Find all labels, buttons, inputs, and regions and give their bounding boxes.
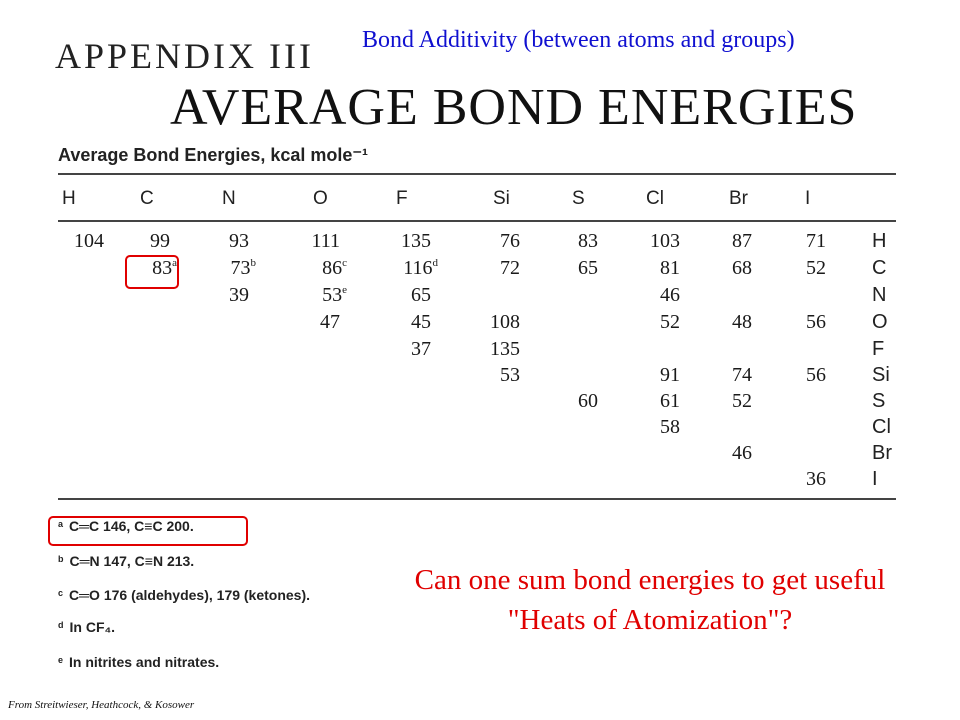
bond-energy-value: 135 [490, 338, 520, 360]
bond-energy-value: 52 [806, 257, 826, 279]
cell-h-f [385, 230, 431, 253]
footnote-marker: a [172, 257, 177, 269]
row-label-h: H [872, 230, 887, 252]
column-header-o: O [313, 188, 328, 209]
cell-c-f [392, 257, 438, 280]
footnote-text: C═O 176 (aldehydes), 179 (ketones). [69, 587, 311, 603]
bond-energy-value: 135 [401, 230, 431, 252]
bond-energy-value: 52 [660, 311, 680, 333]
row-label-s: S [872, 390, 886, 412]
cell-n-o [301, 284, 347, 307]
column-header-s: S [572, 188, 585, 209]
bond-energy-value: 93 [229, 230, 249, 252]
footnote-text: In CF₄. [69, 619, 116, 635]
cell-o-si [474, 311, 520, 334]
bond-energy-value: 104 [74, 230, 104, 252]
cell-h-c [124, 230, 170, 253]
cell-si-br [706, 364, 752, 387]
cell-f-si [474, 338, 520, 361]
row-label-o: O [872, 311, 888, 333]
bond-energy-value: 72 [500, 257, 520, 279]
footnote-marker: c [342, 257, 347, 269]
bond-energy-value: 39 [229, 284, 249, 306]
bond-energy-value: 47 [320, 311, 340, 333]
bond-energy-value: 37 [411, 338, 431, 360]
cell-s-cl [634, 390, 680, 413]
row-label-c: C [872, 257, 887, 279]
bond-energy-value: 61 [660, 390, 680, 412]
cell-br-br [706, 442, 752, 465]
bond-energy-value: 56 [806, 311, 826, 333]
bond-energy-value: 108 [490, 311, 520, 333]
bond-energy-value: 46 [660, 284, 680, 306]
bond-energy-value: 99 [150, 230, 170, 252]
row-label-cl: Cl [872, 416, 891, 438]
cell-s-br [706, 390, 752, 413]
cell-c-n [210, 257, 256, 280]
footnote-text: In nitrites and nitrates. [69, 654, 220, 670]
column-header-c: C [140, 188, 154, 209]
bond-energy-value: 71 [806, 230, 826, 252]
bond-energy-value: 87 [732, 230, 752, 252]
cell-n-n [203, 284, 249, 307]
bond-energy-value: 68 [732, 257, 752, 279]
bond-energy-value: 73 [230, 257, 251, 279]
cell-c-br [706, 257, 752, 280]
bond-energy-value: 86 [322, 257, 343, 279]
footnote-mark: e [58, 655, 64, 665]
bond-energy-value: 45 [411, 311, 431, 333]
bond-energy-value: 53 [322, 284, 343, 306]
cell-si-i [780, 364, 826, 387]
cell-h-o [294, 230, 340, 253]
cell-c-cl [634, 257, 680, 280]
appendix-heading: APPENDIX III [55, 36, 314, 76]
column-header-br: Br [729, 188, 748, 209]
cell-si-cl [634, 364, 680, 387]
bond-energy-value: 83 [152, 257, 173, 279]
row-label-i: I [872, 468, 878, 490]
page-title: AVERAGE BOND ENERGIES [170, 79, 858, 136]
column-header-n: N [222, 188, 236, 209]
table-header-rule [58, 220, 896, 222]
column-header-f: F [396, 188, 408, 209]
cell-o-f [385, 311, 431, 334]
highlight-box-cc-value [125, 255, 179, 289]
bond-energy-value: 65 [411, 284, 431, 306]
cell-f-f [385, 338, 431, 361]
cell-h-h [58, 230, 104, 253]
bond-energy-value: 74 [732, 364, 752, 386]
footnote-marker: e [342, 284, 347, 296]
footnote-mark: a [58, 519, 64, 529]
cell-c-s [552, 257, 598, 280]
cell-c-o [301, 257, 347, 280]
bond-energy-value: 48 [732, 311, 752, 333]
row-label-si: Si [872, 364, 890, 386]
cell-si-si [474, 364, 520, 387]
table-top-rule [58, 173, 896, 175]
cell-h-cl [634, 230, 680, 253]
cell-i-i [780, 468, 826, 491]
footnote-marker: d [432, 257, 438, 269]
bond-energy-value: 58 [660, 416, 680, 438]
row-label-n: N [872, 284, 887, 306]
question-text: Can one sum bond energies to get useful "Heats of Atomization"? [414, 564, 886, 636]
highlight-box-footnote-a [48, 516, 248, 546]
cell-o-i [780, 311, 826, 334]
bond-energy-value: 103 [650, 230, 680, 252]
bond-energy-value: 65 [578, 257, 598, 279]
footnote-b [58, 553, 194, 569]
source-credit: From Streitwieser, Heathcock, & Kosower [8, 699, 195, 711]
table-bottom-rule [58, 498, 896, 500]
row-label-f: F [872, 338, 885, 360]
bond-energy-value: 60 [578, 390, 598, 412]
footnote-mark: c [58, 588, 64, 598]
bond-additivity-note: Bond Additivity (between atoms and groups) [362, 27, 795, 53]
bond-energy-value: 81 [660, 257, 680, 279]
footnote-e [58, 654, 219, 670]
bond-energy-value: 53 [500, 364, 520, 386]
column-header-i: I [805, 188, 811, 209]
column-header-cl: Cl [646, 188, 664, 209]
cell-h-i [780, 230, 826, 253]
cell-cl-cl [634, 416, 680, 439]
footnote-c [58, 587, 310, 603]
footnote-marker: b [250, 257, 256, 269]
bond-energy-value: 116 [403, 257, 433, 279]
footnote-mark: b [58, 554, 64, 564]
cell-n-f [385, 284, 431, 307]
cell-o-o [294, 311, 340, 334]
bond-energy-value: 111 [311, 230, 340, 252]
bond-energy-value: 56 [806, 364, 826, 386]
cell-c-si [474, 257, 520, 280]
bond-energy-value: 91 [660, 364, 680, 386]
bond-energy-value: 76 [500, 230, 520, 252]
table-caption: Average Bond Energies, kcal mole⁻¹ [58, 145, 368, 165]
bond-energy-value: 46 [732, 442, 752, 464]
cell-n-cl [634, 284, 680, 307]
bond-energy-value: 36 [806, 468, 826, 490]
cell-h-n [203, 230, 249, 253]
cell-h-br [706, 230, 752, 253]
cell-o-br [706, 311, 752, 334]
cell-s-s [552, 390, 598, 413]
footnote-text: C═N 147, C≡N 213. [69, 553, 195, 569]
bond-energy-value: 52 [732, 390, 752, 412]
footnote-text: C═C 146, C≡C 200. [69, 518, 194, 534]
footnote-mark: d [58, 620, 64, 630]
column-header-h: H [62, 188, 76, 209]
footnote-d [58, 619, 115, 635]
cell-h-s [552, 230, 598, 253]
cell-o-cl [634, 311, 680, 334]
row-label-br: Br [872, 442, 892, 464]
column-header-si: Si [493, 188, 510, 209]
bond-energy-value: 83 [578, 230, 598, 252]
cell-c-i [780, 257, 826, 280]
cell-h-si [474, 230, 520, 253]
